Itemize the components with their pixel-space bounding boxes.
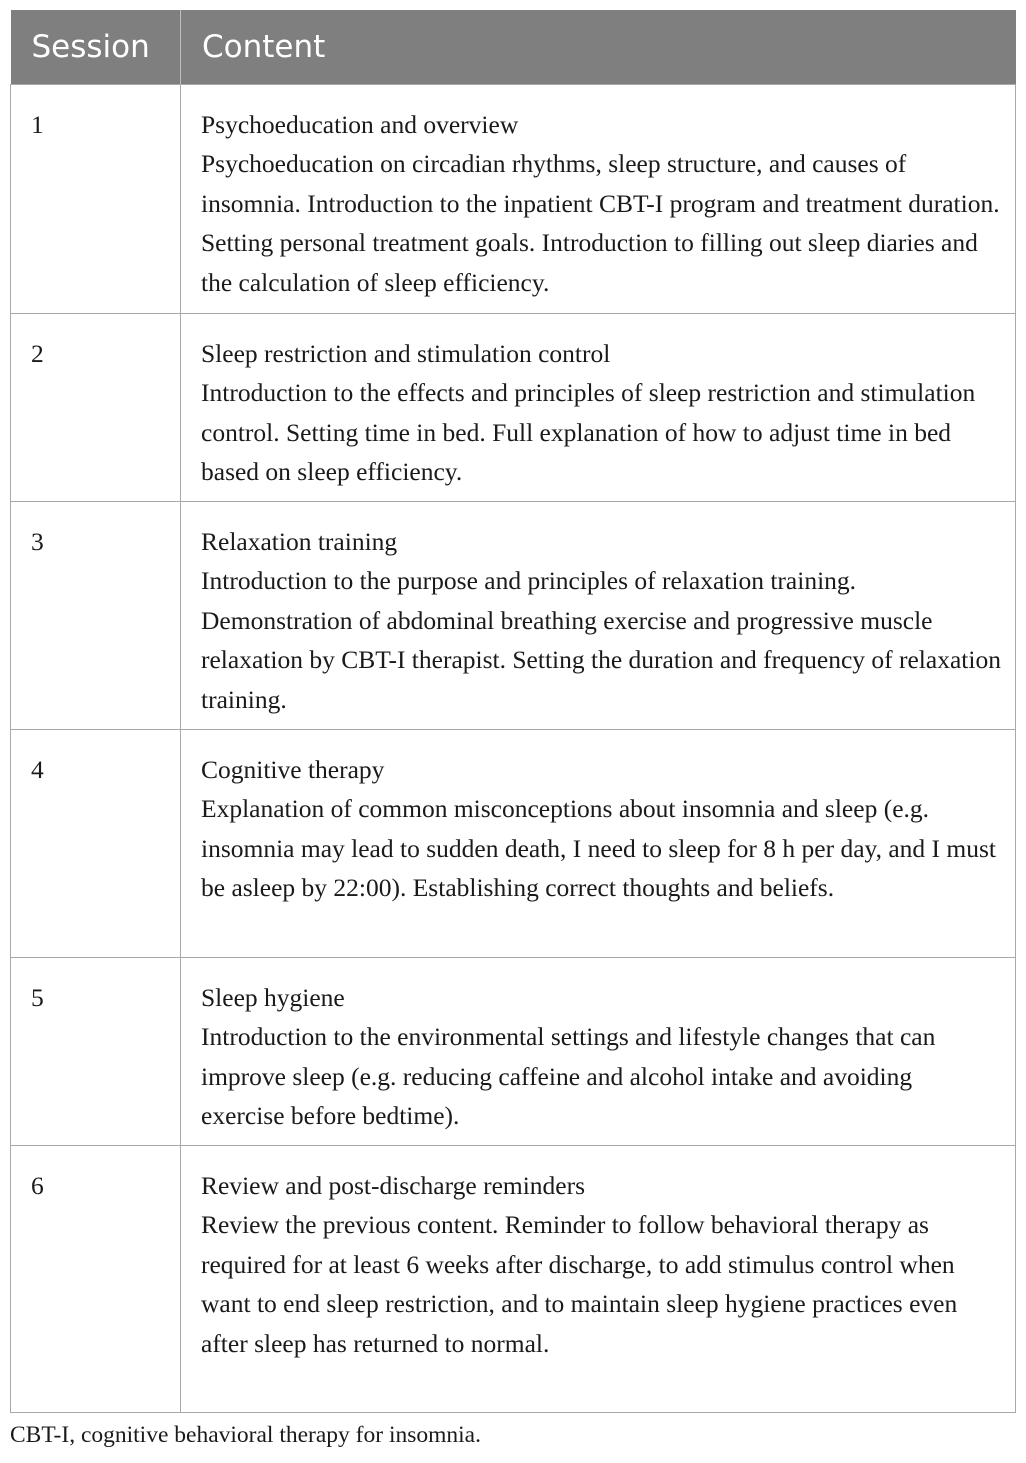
table-row <box>11 729 1016 957</box>
table-row <box>11 957 1016 1145</box>
cbt-i-session-table <box>10 10 1016 1413</box>
session-number: 5 <box>11 957 181 1145</box>
session-title: Relaxation training <box>201 526 398 556</box>
session-content <box>181 313 1016 501</box>
table-row <box>11 313 1016 501</box>
session-content <box>181 729 1016 957</box>
session-content <box>181 1145 1016 1412</box>
header-content: Content <box>181 10 1016 84</box>
table-header <box>11 10 1016 84</box>
session-content <box>181 501 1016 729</box>
session-title: Psychoeducation and overview <box>201 109 519 139</box>
session-title: Sleep restriction and stimulation control <box>201 338 611 368</box>
table-footnote: CBT-I, cognitive behavioral therapy for insomnia. <box>10 1422 481 1448</box>
session-title: Cognitive therapy <box>201 754 385 784</box>
table-body <box>11 84 1016 1412</box>
session-description: Review the previous content. Reminder to follow behavioral therapy as required for at least 6 weeks after discharge, to add stimulus control when want to end sleep restriction, and to maintain sleep hygiene practices even after sleep has returned to normal. <box>201 1210 958 1358</box>
session-table-container <box>10 10 1015 1413</box>
session-number: 6 <box>11 1145 181 1412</box>
session-content <box>181 84 1016 313</box>
session-number: 1 <box>11 84 181 313</box>
session-number: 4 <box>11 729 181 957</box>
table-row <box>11 501 1016 729</box>
session-content <box>181 957 1016 1145</box>
session-description: Introduction to the purpose and principles of relaxation training. Demonstration of abdominal breathing exercise and progressive muscle relaxation by CBT-I therapist. Setting the duration and frequency of relaxation training. <box>201 566 1001 714</box>
session-description: Explanation of common misconceptions about insomnia and sleep (e.g. insomnia may lead to sudden death, I need to sleep for 8 h per day, and I must be asleep by 22:00). Establishing correct thoughts and beliefs. <box>201 794 997 903</box>
table-row <box>11 84 1016 313</box>
session-description: Introduction to the effects and principles of sleep restriction and stimulation control. Setting time in bed. Full explanation of how to adjust time in bed based on sleep efficiency. <box>201 378 976 487</box>
session-number: 2 <box>11 313 181 501</box>
header-session: Session <box>11 10 181 84</box>
session-description: Psychoeducation on circadian rhythms, sleep structure, and causes of insomnia. Introduction to the inpatient CBT-I program and treatment duration. Setting personal treatment goals. Introduction to filling out sleep diaries and the calculation of sleep efficiency. <box>201 149 1000 297</box>
table-row <box>11 1145 1016 1412</box>
session-title: Review and post-discharge reminders <box>201 1170 586 1200</box>
session-description: Introduction to the environmental settings and lifestyle changes that can improve sleep (e.g. reducing caffeine and alcohol intake and avoiding exercise before bedtime). <box>201 1022 936 1131</box>
session-title: Sleep hygiene <box>201 982 345 1012</box>
header-row <box>11 10 1016 84</box>
session-number: 3 <box>11 501 181 729</box>
